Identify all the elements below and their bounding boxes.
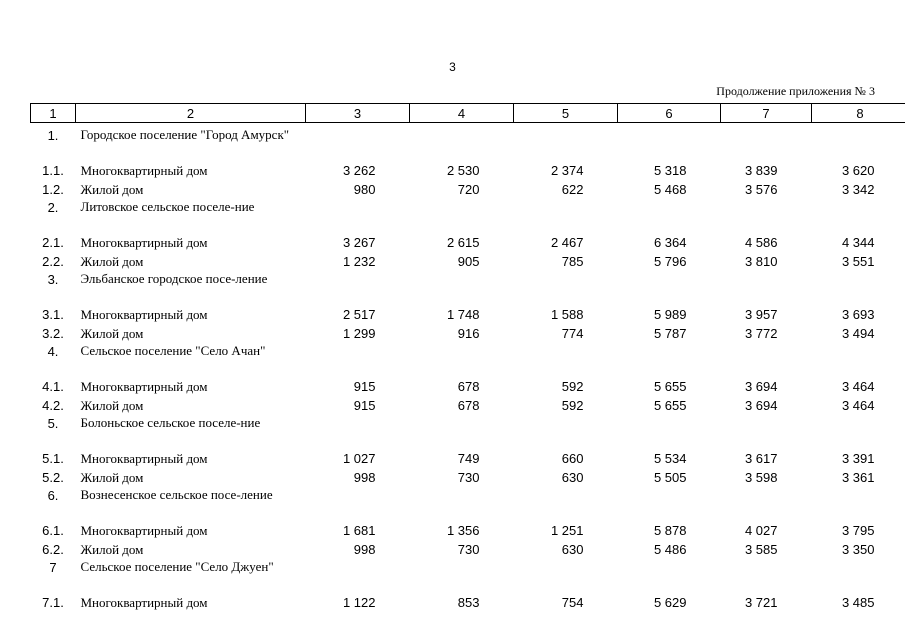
row-number: 1.: [47, 128, 59, 143]
header-row: [31, 104, 905, 123]
row-number: 5.: [47, 416, 59, 431]
empty-cell: [721, 271, 812, 305]
value-cell: 2 467: [550, 235, 584, 250]
value-cell: 3 494: [841, 326, 875, 341]
value-cell: 1 232: [342, 254, 376, 269]
value-cell: 5 629: [653, 595, 687, 610]
table-row: [31, 305, 905, 324]
row-number: 2.: [47, 200, 59, 215]
value-cell: 678: [457, 398, 480, 413]
value-cell: 730: [457, 542, 480, 557]
value-cell: 3 342: [841, 182, 875, 197]
empty-cell: [721, 559, 812, 593]
value-cell: 3 617: [744, 451, 778, 466]
housing-type: Многоквартирный дом: [80, 235, 208, 250]
value-cell: 3 464: [841, 398, 875, 413]
value-cell: 5 989: [653, 307, 687, 322]
value-cell: 2 517: [342, 307, 376, 322]
column-header: 2: [76, 104, 306, 123]
value-cell: 4 586: [744, 235, 778, 250]
row-number: 4.2.: [42, 398, 64, 413]
table-row: [31, 324, 905, 343]
empty-cell: [618, 199, 721, 233]
row-number: 2.2.: [42, 254, 64, 269]
empty-cell: [721, 343, 812, 377]
value-cell: 5 534: [653, 451, 687, 466]
empty-cell: [721, 415, 812, 449]
value-cell: 3 839: [744, 163, 778, 178]
value-cell: 730: [457, 470, 480, 485]
value-cell: 915: [353, 379, 376, 394]
empty-cell: [812, 559, 905, 593]
table-row: [31, 252, 905, 271]
value-cell: 5 796: [653, 254, 687, 269]
value-cell: 660: [561, 451, 584, 466]
table-row: [31, 180, 905, 199]
housing-type: Жилой дом: [80, 398, 144, 413]
value-cell: 3 551: [841, 254, 875, 269]
value-cell: 3 957: [744, 307, 778, 322]
column-header: 7: [721, 104, 812, 123]
empty-cell: [306, 415, 410, 449]
housing-type: Жилой дом: [80, 326, 144, 341]
empty-cell: [721, 199, 812, 233]
value-cell: 2 530: [446, 163, 480, 178]
table-group-row: [31, 343, 905, 377]
appendix-caption: Продолжение приложения № 3: [716, 84, 875, 98]
empty-cell: [812, 415, 905, 449]
empty-cell: [410, 343, 514, 377]
table-row: [31, 233, 905, 252]
housing-type: Многоквартирный дом: [80, 307, 208, 322]
value-cell: 592: [561, 398, 584, 413]
column-header: 5: [514, 104, 618, 123]
empty-cell: [306, 199, 410, 233]
value-cell: 3 391: [841, 451, 875, 466]
value-cell: 6 364: [653, 235, 687, 250]
value-cell: 1 027: [342, 451, 376, 466]
column-header: 1: [31, 104, 76, 123]
column-header: 4: [410, 104, 514, 123]
row-number: 7: [49, 560, 57, 575]
row-number: 7.1.: [42, 595, 64, 610]
empty-cell: [618, 487, 721, 521]
value-cell: 592: [561, 379, 584, 394]
value-cell: 3 810: [744, 254, 778, 269]
value-cell: 3 361: [841, 470, 875, 485]
value-cell: 4 027: [744, 523, 778, 538]
empty-cell: [514, 487, 618, 521]
empty-cell: [514, 343, 618, 377]
empty-cell: [812, 271, 905, 305]
page-number: 3: [449, 60, 456, 74]
row-number: 2.1.: [42, 235, 64, 250]
value-cell: 3 267: [342, 235, 376, 250]
value-cell: 3 262: [342, 163, 376, 178]
value-cell: 3 694: [744, 398, 778, 413]
table-row: [31, 521, 905, 540]
row-number: 3.1.: [42, 307, 64, 322]
value-cell: 905: [457, 254, 480, 269]
value-cell: 1 299: [342, 326, 376, 341]
value-cell: 1 681: [342, 523, 376, 538]
empty-cell: [812, 343, 905, 377]
empty-cell: [514, 199, 618, 233]
value-cell: 980: [353, 182, 376, 197]
housing-type: Многоквартирный дом: [80, 163, 208, 178]
value-cell: 5 655: [653, 398, 687, 413]
row-number: 6.: [47, 488, 59, 503]
value-cell: 630: [561, 470, 584, 485]
housing-type: Жилой дом: [80, 470, 144, 485]
empty-cell: [721, 127, 812, 161]
row-number: 3.2.: [42, 326, 64, 341]
empty-cell: [618, 415, 721, 449]
housing-type: Жилой дом: [80, 254, 144, 269]
value-cell: 2 374: [550, 163, 584, 178]
table-group-row: [31, 487, 905, 521]
value-cell: 5 787: [653, 326, 687, 341]
empty-cell: [306, 559, 410, 593]
empty-cell: [410, 127, 514, 161]
value-cell: 5 505: [653, 470, 687, 485]
row-number: 5.1.: [42, 451, 64, 466]
value-cell: 3 772: [744, 326, 778, 341]
value-cell: 998: [353, 542, 376, 557]
value-cell: 622: [561, 182, 584, 197]
value-cell: 3 694: [744, 379, 778, 394]
value-cell: 678: [457, 379, 480, 394]
value-cell: 5 878: [653, 523, 687, 538]
value-cell: 3 350: [841, 542, 875, 557]
value-cell: 1 122: [342, 595, 376, 610]
table-row: [31, 396, 905, 415]
empty-cell: [514, 127, 618, 161]
settlement-name: Сельское поселение "Село Джуен": [80, 559, 274, 574]
empty-cell: [410, 199, 514, 233]
row-number: 3.: [47, 272, 59, 287]
empty-cell: [618, 127, 721, 161]
value-cell: 4 344: [841, 235, 875, 250]
column-header: 8: [812, 104, 905, 123]
value-cell: 3 795: [841, 523, 875, 538]
empty-cell: [514, 415, 618, 449]
value-cell: 2 615: [446, 235, 480, 250]
value-cell: 3 693: [841, 307, 875, 322]
value-cell: 1 748: [446, 307, 480, 322]
row-number: 4.: [47, 344, 59, 359]
value-cell: 3 598: [744, 470, 778, 485]
table-row: [31, 161, 905, 180]
value-cell: 1 251: [550, 523, 584, 538]
empty-cell: [306, 487, 410, 521]
empty-cell: [306, 343, 410, 377]
column-header: 6: [618, 104, 721, 123]
empty-cell: [410, 271, 514, 305]
value-cell: 998: [353, 470, 376, 485]
settlement-name: Сельское поселение "Село Ачан": [80, 343, 266, 358]
empty-cell: [812, 199, 905, 233]
value-cell: 630: [561, 542, 584, 557]
housing-type: Многоквартирный дом: [80, 595, 208, 610]
value-cell: 754: [561, 595, 584, 610]
empty-cell: [514, 271, 618, 305]
row-number: 5.2.: [42, 470, 64, 485]
value-cell: 916: [457, 326, 480, 341]
value-cell: 3 464: [841, 379, 875, 394]
empty-cell: [618, 559, 721, 593]
value-cell: 5 486: [653, 542, 687, 557]
empty-cell: [306, 127, 410, 161]
housing-type: Многоквартирный дом: [80, 451, 208, 466]
value-cell: 720: [457, 182, 480, 197]
table-row: [31, 593, 905, 612]
row-number: 1.1.: [42, 163, 64, 178]
empty-cell: [618, 343, 721, 377]
value-cell: 853: [457, 595, 480, 610]
value-cell: 3 576: [744, 182, 778, 197]
value-cell: 5 318: [653, 163, 687, 178]
empty-cell: [410, 559, 514, 593]
row-number: 6.2.: [42, 542, 64, 557]
table-row: [31, 540, 905, 559]
empty-cell: [410, 415, 514, 449]
row-number: 4.1.: [42, 379, 64, 394]
table-group-row: [31, 271, 905, 305]
value-cell: 3 721: [744, 595, 778, 610]
table-group-row: [31, 559, 905, 593]
value-cell: 1 588: [550, 307, 584, 322]
table-row: [31, 449, 905, 468]
value-cell: 785: [561, 254, 584, 269]
table-row: [31, 377, 905, 396]
value-cell: 915: [353, 398, 376, 413]
housing-type: Жилой дом: [80, 542, 144, 557]
table-group-row: [31, 127, 905, 161]
table-row: [31, 468, 905, 487]
housing-type: Многоквартирный дом: [80, 523, 208, 538]
value-cell: 749: [457, 451, 480, 466]
row-number: 1.2.: [42, 182, 64, 197]
empty-cell: [721, 487, 812, 521]
housing-type: Многоквартирный дом: [80, 379, 208, 394]
settlement-name: Болоньское сельское поселе-ние: [80, 415, 261, 430]
settlement-name: Городское поселение "Город Амурск": [80, 127, 290, 142]
value-cell: 1 356: [446, 523, 480, 538]
empty-cell: [812, 487, 905, 521]
value-cell: 3 585: [744, 542, 778, 557]
empty-cell: [514, 559, 618, 593]
value-cell: 3 485: [841, 595, 875, 610]
settlement-name: Литовское сельское поселе-ние: [80, 199, 255, 214]
row-number: 6.1.: [42, 523, 64, 538]
value-cell: 5 468: [653, 182, 687, 197]
empty-cell: [618, 271, 721, 305]
settlement-name: Вознесенское сельское посе-ление: [80, 487, 273, 502]
value-cell: 5 655: [653, 379, 687, 394]
value-cell: 774: [561, 326, 584, 341]
table-group-row: [31, 415, 905, 449]
value-cell: 3 620: [841, 163, 875, 178]
table-group-row: [31, 199, 905, 233]
housing-type: Жилой дом: [80, 182, 144, 197]
table-body: [31, 123, 905, 613]
column-header: 3: [306, 104, 410, 123]
data-table: [30, 103, 905, 612]
empty-cell: [812, 127, 905, 161]
empty-cell: [306, 271, 410, 305]
settlement-name: Эльбанское городское посе-ление: [80, 271, 268, 286]
empty-cell: [410, 487, 514, 521]
